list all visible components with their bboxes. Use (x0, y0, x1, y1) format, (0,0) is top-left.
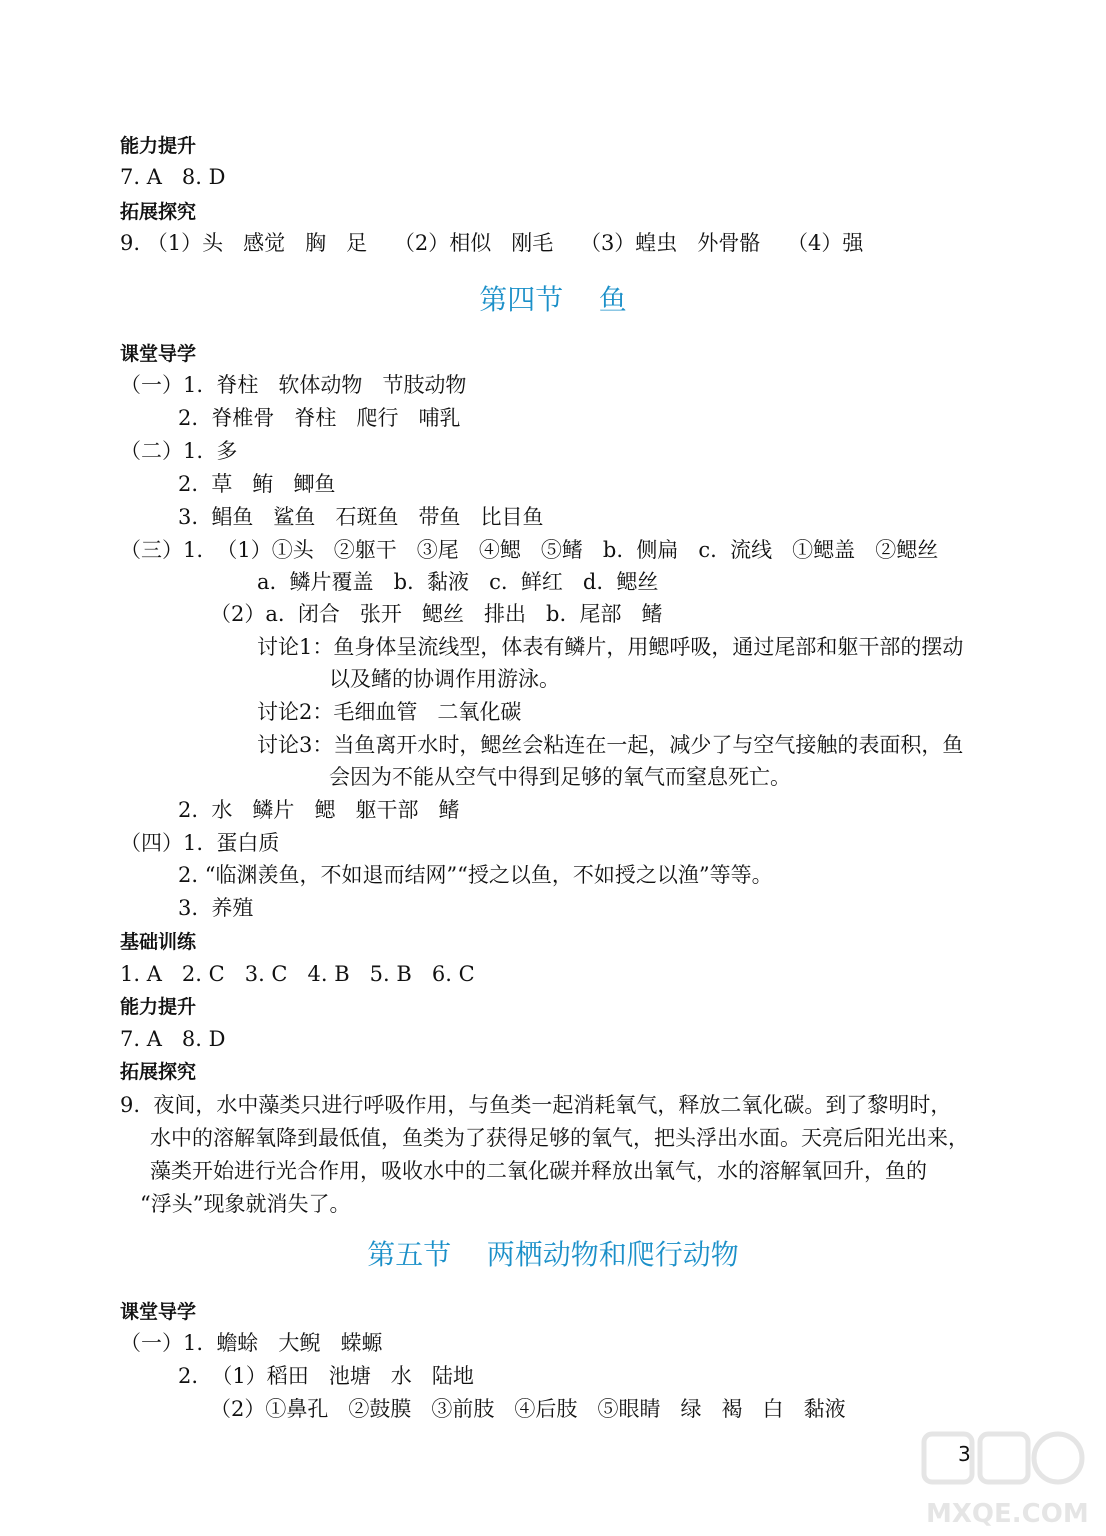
section5-guide-label: 课堂导学 (120, 1301, 197, 1323)
s4-line: （二）1. 多 (120, 439, 238, 463)
s4-line: a. 鳞片覆盖 b. 黏液 c. 鲜红 d. 鳃丝 (257, 570, 659, 594)
basic-label: 基础训练 (120, 931, 197, 953)
s4-line: （三）1. （1）①头 ②躯干 ③尾 ④鳃 ⑤鳍 b. 侧扁 c. 流线 ①鳃盖 ②鳃丝 (120, 538, 939, 562)
section4-guide-label: 课堂导学 (120, 343, 197, 365)
expand-label: 拓展探究 (120, 1061, 197, 1083)
expand-line: “浮头”现象就消失了。 (140, 1192, 351, 1216)
s4-line: （2）a. 闭合 张开 鳃丝 排出 b. 尾部 鳍 (210, 602, 663, 626)
watermark-logo (920, 1430, 1090, 1530)
watermark-text: MXQE.COM (926, 1499, 1089, 1529)
ability-label: 能力提升 (120, 996, 197, 1018)
ability-answers: 7. A 8. D (120, 165, 226, 189)
ability-answers: 7. A 8. D (120, 1027, 226, 1051)
s4-line: 讨论1：鱼身体呈流线型，体表有鳞片，用鳃呼吸，通过尾部和躯干部的摆动 (257, 635, 964, 659)
expand-line: 9. 夜间，水中藻类只进行呼吸作用，与鱼类一起消耗氧气，释放二氧化碳。到了黎明时， (120, 1093, 952, 1117)
s4-line: （四）1. 蛋白质 (120, 831, 280, 855)
s4-line: 2. 草 鲔 鲫鱼 (178, 472, 336, 496)
s4-line: 2. 脊椎骨 脊柱 爬行 哺乳 (178, 406, 461, 430)
s4-line: 2. 水 鳞片 鳃 躯干部 鳍 (178, 798, 460, 822)
s4-line: （一）1. 脊柱 软体动物 节肢动物 (120, 373, 467, 397)
section4-title: 第四节 鱼 (479, 283, 627, 316)
expand-answers: 9. （1）头 感觉 胸 足 （2）相似 刚毛 （3）蝗虫 外骨骼 （4）强 (120, 231, 864, 255)
expand-line: 藻类开始进行光合作用，吸收水中的二氧化碳并释放出氧气，水的溶解氧回升，鱼的 (150, 1159, 927, 1183)
s4-line: 讨论3：当鱼离开水时，鳃丝会粘连在一起，减少了与空气接触的表面积，鱼 (257, 733, 964, 757)
watermark-icon (920, 1430, 1090, 1530)
ability-label: 能力提升 (120, 135, 197, 157)
s5-line: （一）1. 蟾蜍 大鲵 蝾螈 (120, 1331, 383, 1355)
s5-line: 2. （1）稻田 池塘 水 陆地 (178, 1364, 474, 1388)
s4-line: 以及鳍的协调作用游泳。 (329, 667, 560, 691)
s4-line: 讨论2：毛细血管 二氧化碳 (257, 700, 522, 724)
s4-line: 3. 鲳鱼 鲨鱼 石斑鱼 带鱼 比目鱼 (178, 505, 544, 529)
basic-answers: 1. A 2. C 3. C 4. B 5. B 6. C (120, 962, 475, 986)
s4-line: 3. 养殖 (178, 896, 254, 920)
expand-line: 水中的溶解氧降到最低值，鱼类为了获得足够的氧气，把头浮出水面。天亮后阳光出来， (150, 1126, 969, 1150)
page-number: 3 (958, 1442, 971, 1466)
s4-line: 2. “临渊羡鱼，不如退而结网”“授之以鱼，不如授之以渔”等等。 (178, 863, 773, 887)
expand-label: 拓展探究 (120, 201, 197, 223)
s4-line: 会因为不能从空气中得到足够的氧气而窒息死亡。 (329, 765, 791, 789)
s5-line: （2）①鼻孔 ②鼓膜 ③前肢 ④后肢 ⑤眼睛 绿 褐 白 黏液 (210, 1397, 846, 1421)
section5-title: 第五节 两栖动物和爬行动物 (367, 1238, 739, 1271)
